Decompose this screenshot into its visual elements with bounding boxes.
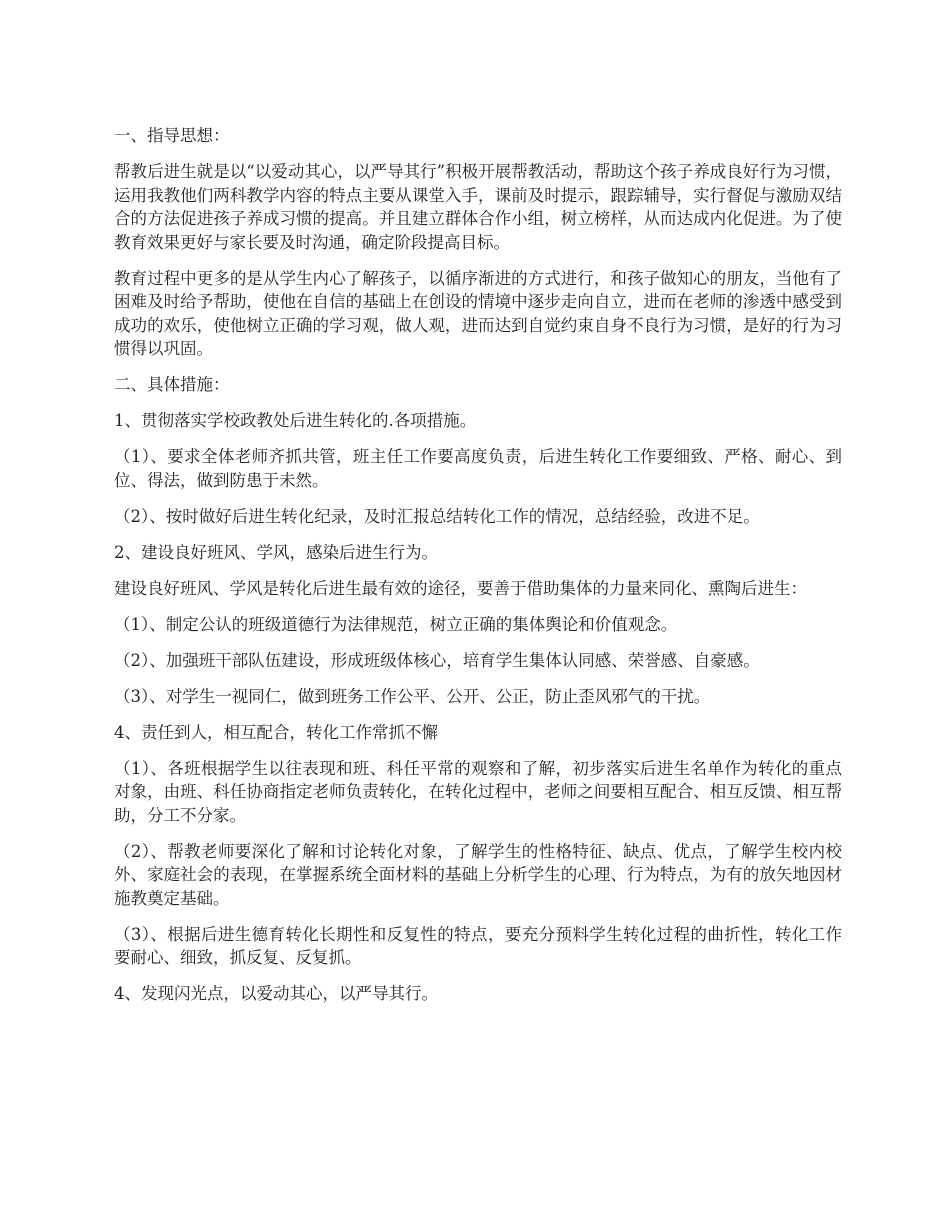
sub-item-4-1: （1）、各班根据学生以往表现和班、科任平常的观察和了解，初步落实后进生名单作为转化的重点对象，由班、科任协商指定老师负责转化，在转化过程中，老师之间要相互配合、相互反馈、相互帮助，分工不分家。: [114, 758, 842, 825]
sub-item-1-2: （2）、按时做好后进生转化纪录，及时汇报总结转化工作的情况，总结经验，改进不足。: [114, 506, 760, 526]
section-heading-guiding-ideology: 一、指导思想：: [114, 126, 230, 145]
paragraph-class-atmosphere: 建设良好班风、学风是转化后进生最有效的途径，要善于借助集体的力量来同化、熏陶后进生：: [114, 578, 807, 598]
sub-item-2-3: （3）、对学生一视同仁，做到班务工作公平、公开、公正，防止歪风邪气的干扰。: [114, 686, 711, 706]
paragraph-mentoring-approach: 帮教后进生就是以“以爱动其心，以严导其行”积极开展帮教活动，帮助这个孩子养成良好行为习惯，运用我教他们两科教学内容的特点主要从课堂入手，课前及时提示，跟踪辅导，实行督促与激励双结合的方法促进孩子养成习惯的提高。并且建立群体合作小组，树立榜样，从而达成内化促进。为了使教育效果更好与家长要及时沟通，确定阶段提高目标。: [114, 162, 842, 252]
item-heading-4-responsibility: 4、责任到人，相互配合，转化工作常抓不懈: [114, 722, 438, 742]
item-heading-4-bright-spots: 4、发现闪光点，以爱动其心，以严导其行。: [114, 984, 438, 1003]
sub-item-1-1: （1）、要求全体老师齐抓共管，班主任工作要高度负责，后进生转化工作要细致、严格、耐心、到位、得法，做到防患于未然。: [114, 447, 842, 490]
item-heading-1: 1、贯彻落实学校政教处后进生转化的.各项措施。: [114, 411, 477, 430]
sub-item-2-2: （2）、加强班干部队伍建设，形成班级体核心，培育学生集体认同感、荣誉感、自豪感。: [114, 650, 760, 670]
sub-item-4-3: （3）、根据后进生德育转化长期性和反复性的特点，要充分预料学生转化过程的曲折性，转化工作要耐心、细致，抓反复、反复抓。: [114, 924, 842, 967]
paragraph-education-process: 教育过程中更多的是从学生内心了解孩子，以循序渐进的方式进行，和孩子做知心的朋友，当他有了困难及时给予帮助，使他在自信的基础上在创设的情境中逐步走向自立，进而在老师的渗透中感受到成功的欢乐，使他树立正确的学习观，做人观，进而达到自觉约束自身不良行为习惯，是好的行为习惯得以巩固。: [114, 268, 842, 358]
sub-item-4-2: （2）、帮教老师要深化了解和讨论转化对象，了解学生的性格特征、缺点、优点，了解学生校内校外、家庭社会的表现，在掌握系统全面材料的基础上分析学生的心理、行为特点，为有的放矢地因材施教奠定基础。: [114, 841, 842, 908]
section-heading-specific-measures: 二、具体措施：: [114, 375, 230, 394]
document-body: [114, 124, 842, 1018]
item-heading-2: 2、建设良好班风、学风，感染后进生行为。: [114, 542, 438, 562]
sub-item-2-1: （1）、制定公认的班级道德行为法律规范，树立正确的集体舆论和价值观念。: [114, 614, 678, 634]
